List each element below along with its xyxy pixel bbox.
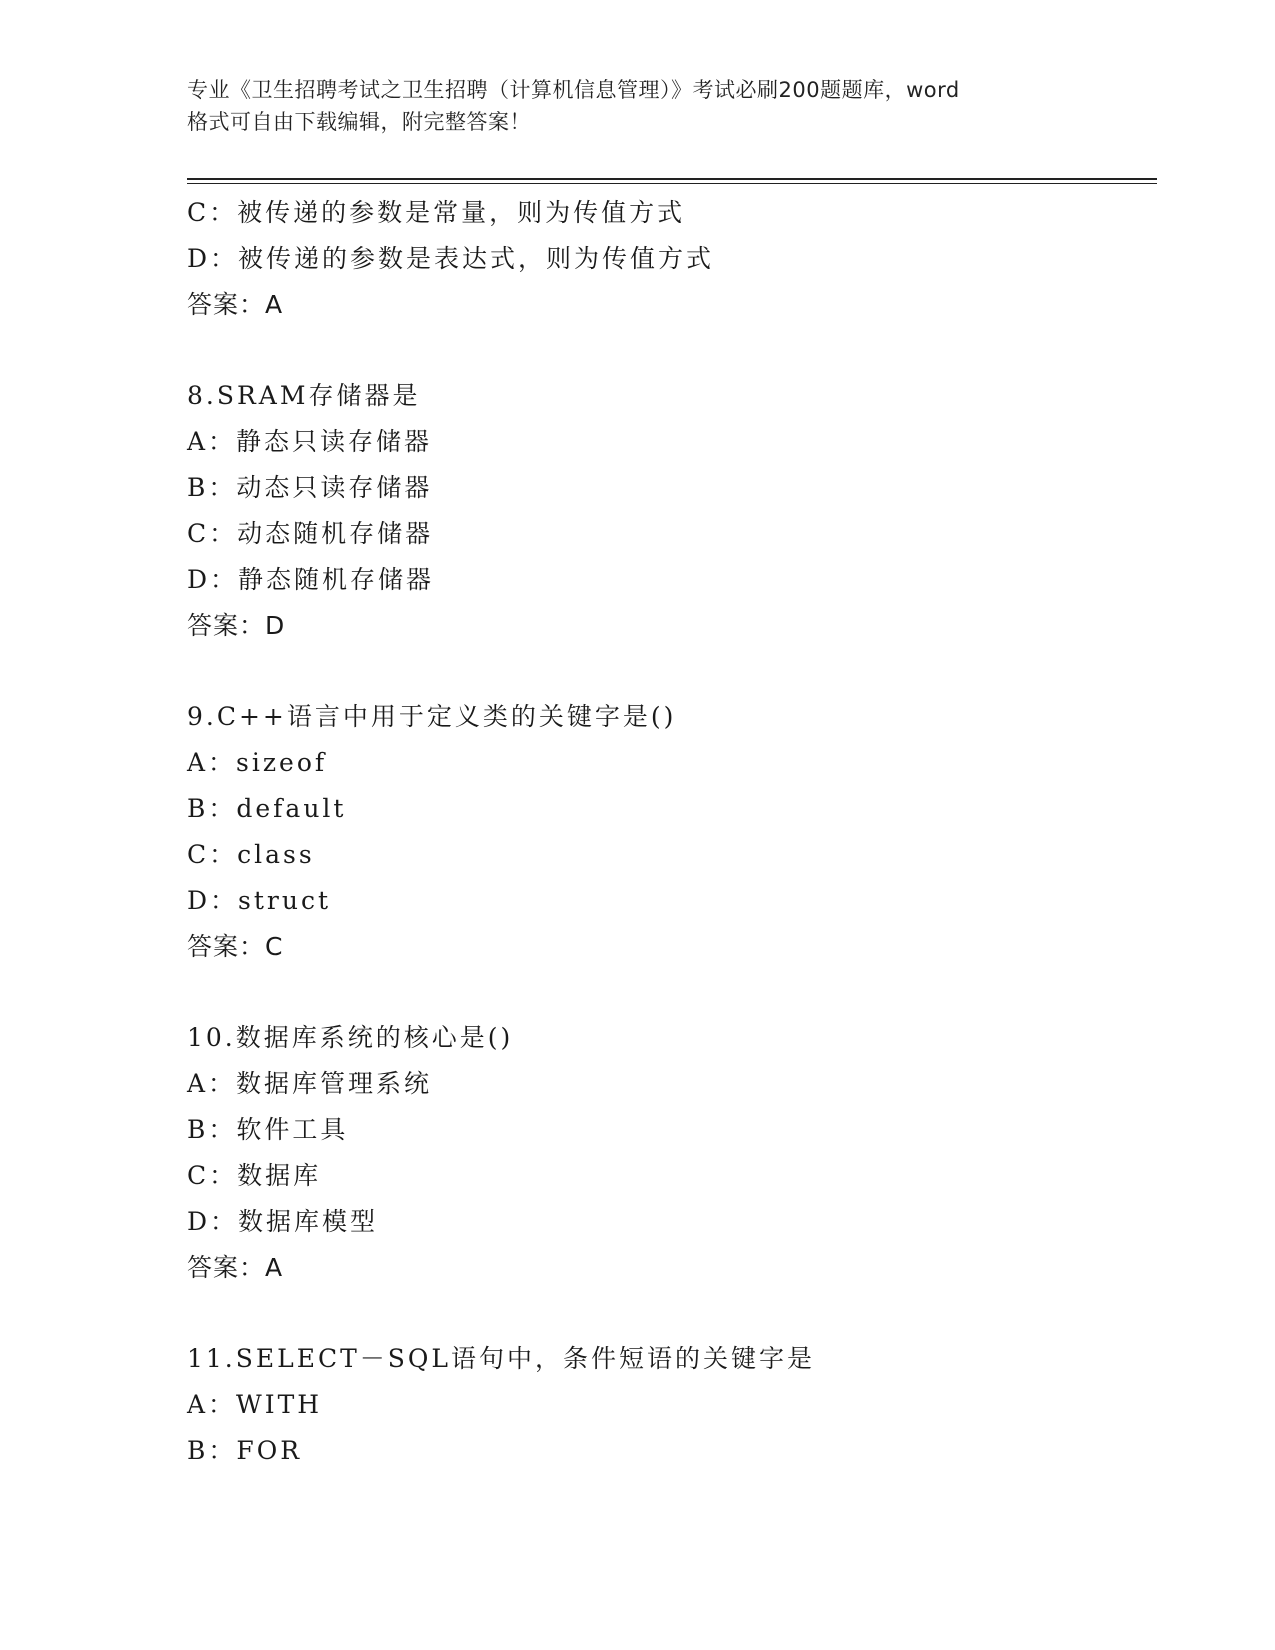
header-line-2: 格式可自由下载编辑，附完整答案！	[187, 110, 531, 134]
answer: 答案：A	[187, 1253, 284, 1282]
answer: 答案：D	[187, 611, 286, 640]
option-b: B：default	[187, 794, 347, 823]
question-text: 9.C++语言中用于定义类的关键字是()	[187, 702, 677, 731]
header-rule-thick	[187, 178, 1157, 180]
option-c: C：class	[187, 840, 315, 869]
option-a: A：静态只读存储器	[187, 427, 433, 456]
option-d: D：被传递的参数是表达式，则为传值方式	[187, 244, 715, 273]
question-8	[187, 373, 1157, 649]
answer: 答案：C	[187, 932, 284, 961]
question-list	[187, 190, 1157, 1474]
header-line-1: 专业《卫生招聘考试之卫生招聘（计算机信息管理）》考试必刷200题题库，word	[187, 78, 960, 102]
question-text: 11.SELECT－SQL语句中，条件短语的关键字是	[187, 1344, 816, 1373]
option-a: A：sizeof	[187, 748, 328, 777]
question-text: 8.SRAM存储器是	[187, 381, 421, 410]
header-rule-thin	[187, 183, 1157, 184]
option-a: A：数据库管理系统	[187, 1069, 433, 1098]
question-9	[187, 694, 1157, 970]
option-b: B：软件工具	[187, 1115, 349, 1144]
question-7-tail	[187, 190, 1157, 328]
document-header	[187, 74, 1087, 138]
option-c: C：动态随机存储器	[187, 519, 434, 548]
option-d: D：数据库模型	[187, 1207, 379, 1236]
question-text: 10.数据库系统的核心是()	[187, 1023, 514, 1052]
option-d: D：struct	[187, 886, 332, 915]
option-b: B：动态只读存储器	[187, 473, 433, 502]
option-d: D：静态随机存储器	[187, 565, 435, 594]
option-b: B：FOR	[187, 1436, 303, 1465]
option-a: A：WITH	[187, 1390, 323, 1419]
option-c: C：被传递的参数是常量，则为传值方式	[187, 198, 686, 227]
option-c: C：数据库	[187, 1161, 322, 1190]
question-10	[187, 1015, 1157, 1291]
question-11	[187, 1336, 1157, 1474]
answer: 答案：A	[187, 290, 284, 319]
